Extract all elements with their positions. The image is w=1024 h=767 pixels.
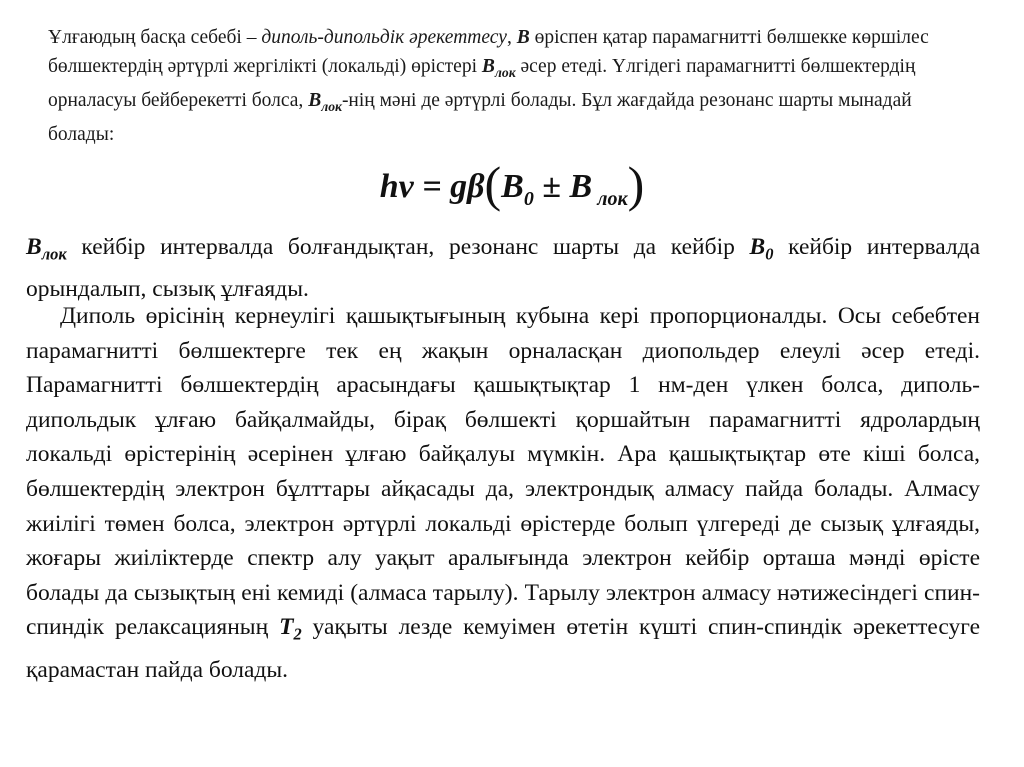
symbol-b0 bbox=[749, 234, 774, 264]
formula-blok: B bbox=[569, 168, 593, 205]
text-run: әсер етеді. Үлгідегі парамагнитті бөлшектердің орналасуы бейберекетті болса, bbox=[48, 55, 916, 111]
symbol-subscript: 2 bbox=[293, 625, 302, 645]
symbol-b: B bbox=[516, 27, 530, 48]
intro-paragraph bbox=[48, 24, 966, 150]
symbol-letter: T bbox=[279, 614, 294, 641]
dipole-paragraph bbox=[26, 299, 980, 687]
symbol-b-lok bbox=[26, 234, 67, 264]
symbol-b-lok bbox=[308, 89, 342, 114]
symbol-subscript: лок bbox=[321, 98, 342, 114]
symbol-letter: B bbox=[749, 234, 766, 260]
formula-plus-minus: ± bbox=[533, 168, 570, 205]
symbol-subscript: лок bbox=[41, 244, 67, 264]
text-run: Ұлғаюдың басқа себебі – bbox=[48, 27, 262, 48]
symbol-letter: B bbox=[481, 55, 495, 77]
symbol-subscript: 0 bbox=[765, 244, 774, 264]
formula-close-paren: ) bbox=[627, 156, 645, 212]
symbol-t2 bbox=[279, 614, 302, 645]
text-run: кейбір интервалда орындалып, сызық ұлғаяды. bbox=[26, 234, 980, 303]
symbol-b-lok bbox=[481, 55, 516, 80]
formula-b0-subscript: 0 bbox=[523, 187, 534, 210]
formula-blok-subscript: лок bbox=[592, 187, 628, 210]
symbol-letter: B bbox=[308, 89, 322, 111]
resonance-formula bbox=[0, 156, 1024, 223]
formula-open-paren: ( bbox=[484, 156, 502, 212]
text-run: кейбір интервалда болғандықтан, резонанс шарты да кейбір bbox=[66, 234, 750, 260]
interval-paragraph bbox=[26, 230, 980, 307]
text-run: , bbox=[506, 27, 517, 48]
italic-term: диполь-дипольдік әрекеттесу bbox=[261, 27, 507, 48]
formula-b0: B bbox=[501, 168, 524, 205]
formula-lhs: hν = gβ bbox=[379, 168, 485, 205]
text-run: уақыты лезде кемуімен өтетін күшті спин-спиндік әрекеттесуге қарамастан пайда болады. bbox=[26, 614, 980, 683]
text-run: өріспен қатар парамагнитті бөлшекке көршілес бөлшектердің әртүрлі жергілікті (локальді) өрістері bbox=[48, 27, 929, 77]
symbol-letter: B bbox=[26, 234, 42, 260]
symbol-subscript: лок bbox=[494, 64, 516, 80]
text-run: -нің мәні де әртүрлі болады. Бұл жағдайда резонанс шарты мынадай болады: bbox=[48, 89, 912, 146]
text-run: Диполь өрісінің кернеулігі қашықтығының кубына кері пропорционалды. Осы себебтен парамагнитті бөлшектерге тек ең жақын орналасқан диопольдер елеулі әсер етеді. Парамагнитті бөлшектердің арасындағы қашықтықтар 1 нм-ден үлкен болса, диполь-дипольдык ұлғаю байқалмайды, бірақ бөлшекті қоршайтын парамагнитті ядролардың локальді өрістерінің әсерінен ұлғаю байқалуы мүмкін. Ара қашықтықтар өте кіші болса, бөлшектердің электрон бұлттары айқасады да, электрондық алмасу пайда болады. Алмасу жиілігі төмен болса, электрон әртүрлі локальді өрістерде болып үлгереді де сызық ұлғаяды, жоғары жиіліктерде спектр алу уақыт аралығында электрон кейбір орташа мәнді өрісте болады да сызықтың ені кемиді (алмаса тарылу). Тарылу электрон алмасу нәтижесіндегі спин-спиндік релаксацияның bbox=[26, 303, 980, 641]
